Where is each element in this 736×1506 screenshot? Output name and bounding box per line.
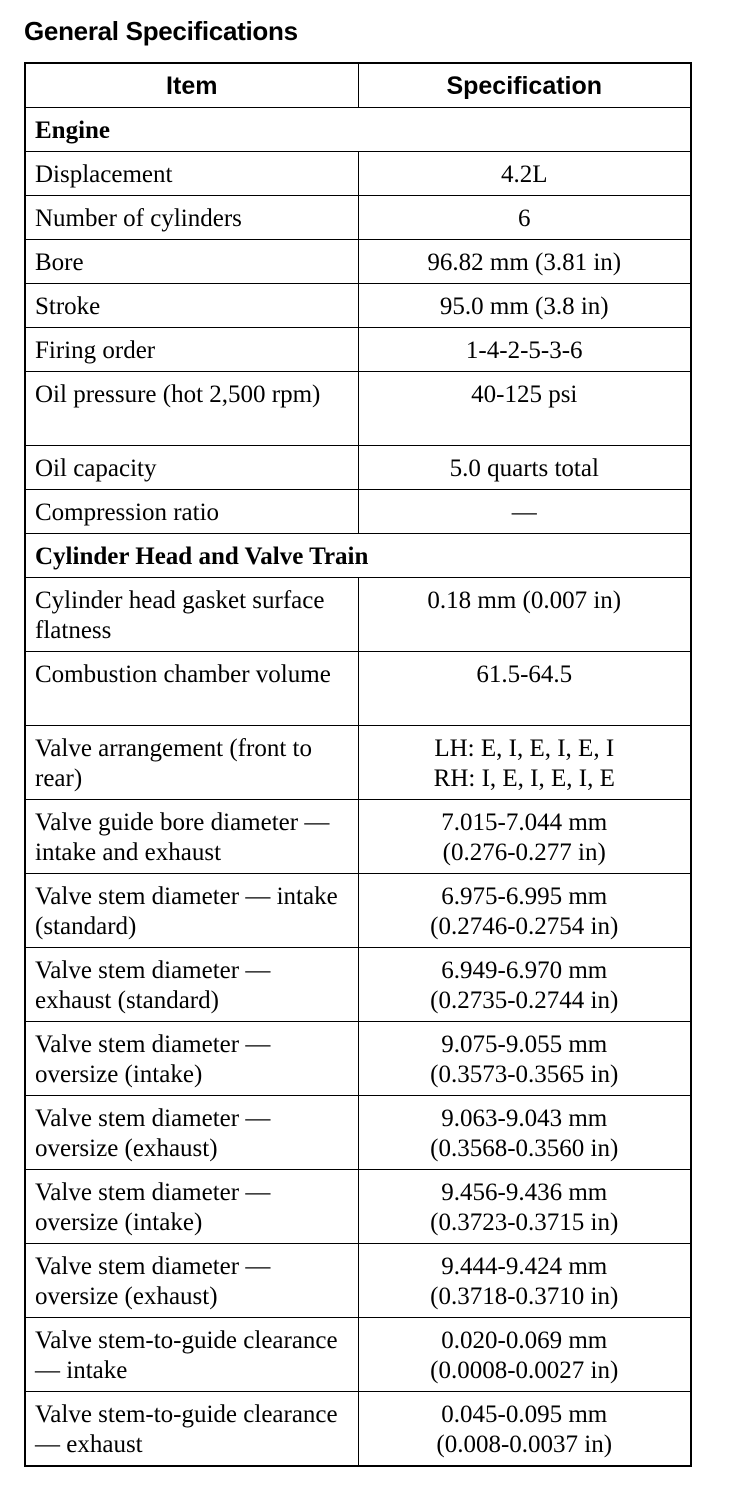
table-body xyxy=(25,108,691,1467)
specification-value: (0.276-0.277 in) xyxy=(442,839,606,866)
table-row xyxy=(25,948,691,1022)
table-row xyxy=(25,240,691,284)
table-row xyxy=(25,152,691,196)
item-cell: Number of cylinders xyxy=(25,196,358,240)
specification-value: 6 xyxy=(518,205,531,232)
table-row xyxy=(25,726,691,800)
specification-cell xyxy=(358,1318,691,1392)
specification-value: (0.3573-0.3565 in) xyxy=(430,1061,619,1088)
item-cell: Valve stem diameter — intake (standard) xyxy=(25,874,358,948)
specification-value: — xyxy=(511,499,537,526)
item-cell: Valve stem-to-guide clearance — exhaust xyxy=(25,1392,358,1467)
table-row xyxy=(25,652,691,726)
specification-value: (0.2746-0.2754 in) xyxy=(430,913,619,940)
item-cell: Valve stem diameter — oversize (intake) xyxy=(25,1022,358,1096)
specification-value: 9.444-9.424 mm xyxy=(441,1253,608,1280)
item-cell: Stroke xyxy=(25,284,358,328)
specification-value: 5.0 quarts total xyxy=(449,455,599,482)
table-row xyxy=(25,1170,691,1244)
table-row xyxy=(25,1318,691,1392)
specification-cell xyxy=(358,284,691,328)
specification-value: 4.2L xyxy=(500,161,548,188)
specification-cell xyxy=(358,372,691,446)
specification-value: (0.3723-0.3715 in) xyxy=(430,1209,619,1236)
header-row xyxy=(25,63,691,108)
section-heading: Cylinder Head and Valve Train xyxy=(25,534,691,578)
specifications-table xyxy=(24,62,692,1467)
specification-value: 96.82 mm (3.81 in) xyxy=(427,249,622,276)
item-cell: Valve stem diameter — exhaust (standard) xyxy=(25,948,358,1022)
item-cell: Oil capacity xyxy=(25,446,358,490)
specification-cell xyxy=(358,328,691,372)
specification-value: (0.2735-0.2744 in) xyxy=(430,987,619,1014)
table-row xyxy=(25,1022,691,1096)
table-row xyxy=(25,328,691,372)
table-row xyxy=(25,578,691,652)
item-cell: Firing order xyxy=(25,328,358,372)
specification-value: (0.0008-0.0027 in) xyxy=(430,1357,619,1384)
specification-value: 9.456-9.436 mm xyxy=(441,1179,608,1206)
specification-cell xyxy=(358,874,691,948)
item-cell: Compression ratio xyxy=(25,490,358,534)
specification-value: 7.015-7.044 mm xyxy=(441,809,608,836)
specification-value: LH: E, I, E, I, E, I xyxy=(434,735,615,762)
specification-value: (0.3718-0.3710 in) xyxy=(430,1283,619,1310)
specification-cell xyxy=(358,1244,691,1318)
table-row xyxy=(25,372,691,446)
table-row xyxy=(25,446,691,490)
item-cell: Valve arrangement (front to rear) xyxy=(25,726,358,800)
specification-value: 95.0 mm (3.8 in) xyxy=(439,293,609,320)
section-row xyxy=(25,108,691,152)
specification-cell xyxy=(358,652,691,726)
table-row xyxy=(25,196,691,240)
item-cell: Valve stem diameter — oversize (exhaust) xyxy=(25,1244,358,1318)
specification-value: 0.045-0.095 mm xyxy=(441,1401,608,1428)
item-cell: Valve guide bore diameter — intake and exhaust xyxy=(25,800,358,874)
specification-value: 1-4-2-5-3-6 xyxy=(465,337,583,364)
specification-cell xyxy=(358,196,691,240)
specification-value: 9.063-9.043 mm xyxy=(441,1105,608,1132)
item-cell: Cylinder head gasket surface flatness xyxy=(25,578,358,652)
specification-cell xyxy=(358,1096,691,1170)
item-cell: Displacement xyxy=(25,152,358,196)
specification-value: 40-125 psi xyxy=(471,381,578,408)
specification-value: 61.5-64.5 xyxy=(476,661,573,688)
specification-value: 0.020-0.069 mm xyxy=(441,1327,608,1354)
section-heading: Engine xyxy=(25,108,691,152)
specification-cell xyxy=(358,578,691,652)
specification-value: 9.075-9.055 mm xyxy=(441,1031,608,1058)
item-cell: Combustion chamber volume xyxy=(25,652,358,726)
specification-value: 6.975-6.995 mm xyxy=(441,883,608,910)
specification-cell xyxy=(358,800,691,874)
specification-cell xyxy=(358,1022,691,1096)
column-header-specification: Specification xyxy=(358,63,691,108)
item-cell: Valve stem diameter — oversize (intake) xyxy=(25,1170,358,1244)
specification-cell xyxy=(358,1392,691,1467)
specification-cell xyxy=(358,1170,691,1244)
specification-value: 0.18 mm (0.007 in) xyxy=(427,587,622,614)
section-row xyxy=(25,534,691,578)
specification-value: (0.3568-0.3560 in) xyxy=(430,1135,619,1162)
item-cell: Valve stem-to-guide clearance — intake xyxy=(25,1318,358,1392)
specification-cell xyxy=(358,948,691,1022)
table-row xyxy=(25,490,691,534)
item-cell: Oil pressure (hot 2,500 rpm) xyxy=(25,372,358,446)
specification-cell xyxy=(358,446,691,490)
specification-value: (0.008-0.0037 in) xyxy=(436,1431,613,1458)
table-row xyxy=(25,800,691,874)
item-cell: Valve stem diameter — oversize (exhaust) xyxy=(25,1096,358,1170)
table-row xyxy=(25,874,691,948)
specification-cell xyxy=(358,726,691,800)
specification-cell xyxy=(358,152,691,196)
item-cell: Bore xyxy=(25,240,358,284)
table-row xyxy=(25,1096,691,1170)
specification-value: 6.949-6.970 mm xyxy=(441,957,608,984)
specification-cell xyxy=(358,240,691,284)
table-row xyxy=(25,284,691,328)
page-title: General Specifications xyxy=(24,16,298,46)
column-header-item: Item xyxy=(25,63,358,108)
table-row xyxy=(25,1244,691,1318)
specification-cell xyxy=(358,490,691,534)
table-row xyxy=(25,1392,691,1467)
specification-value: RH: I, E, I, E, I, E xyxy=(433,765,615,792)
